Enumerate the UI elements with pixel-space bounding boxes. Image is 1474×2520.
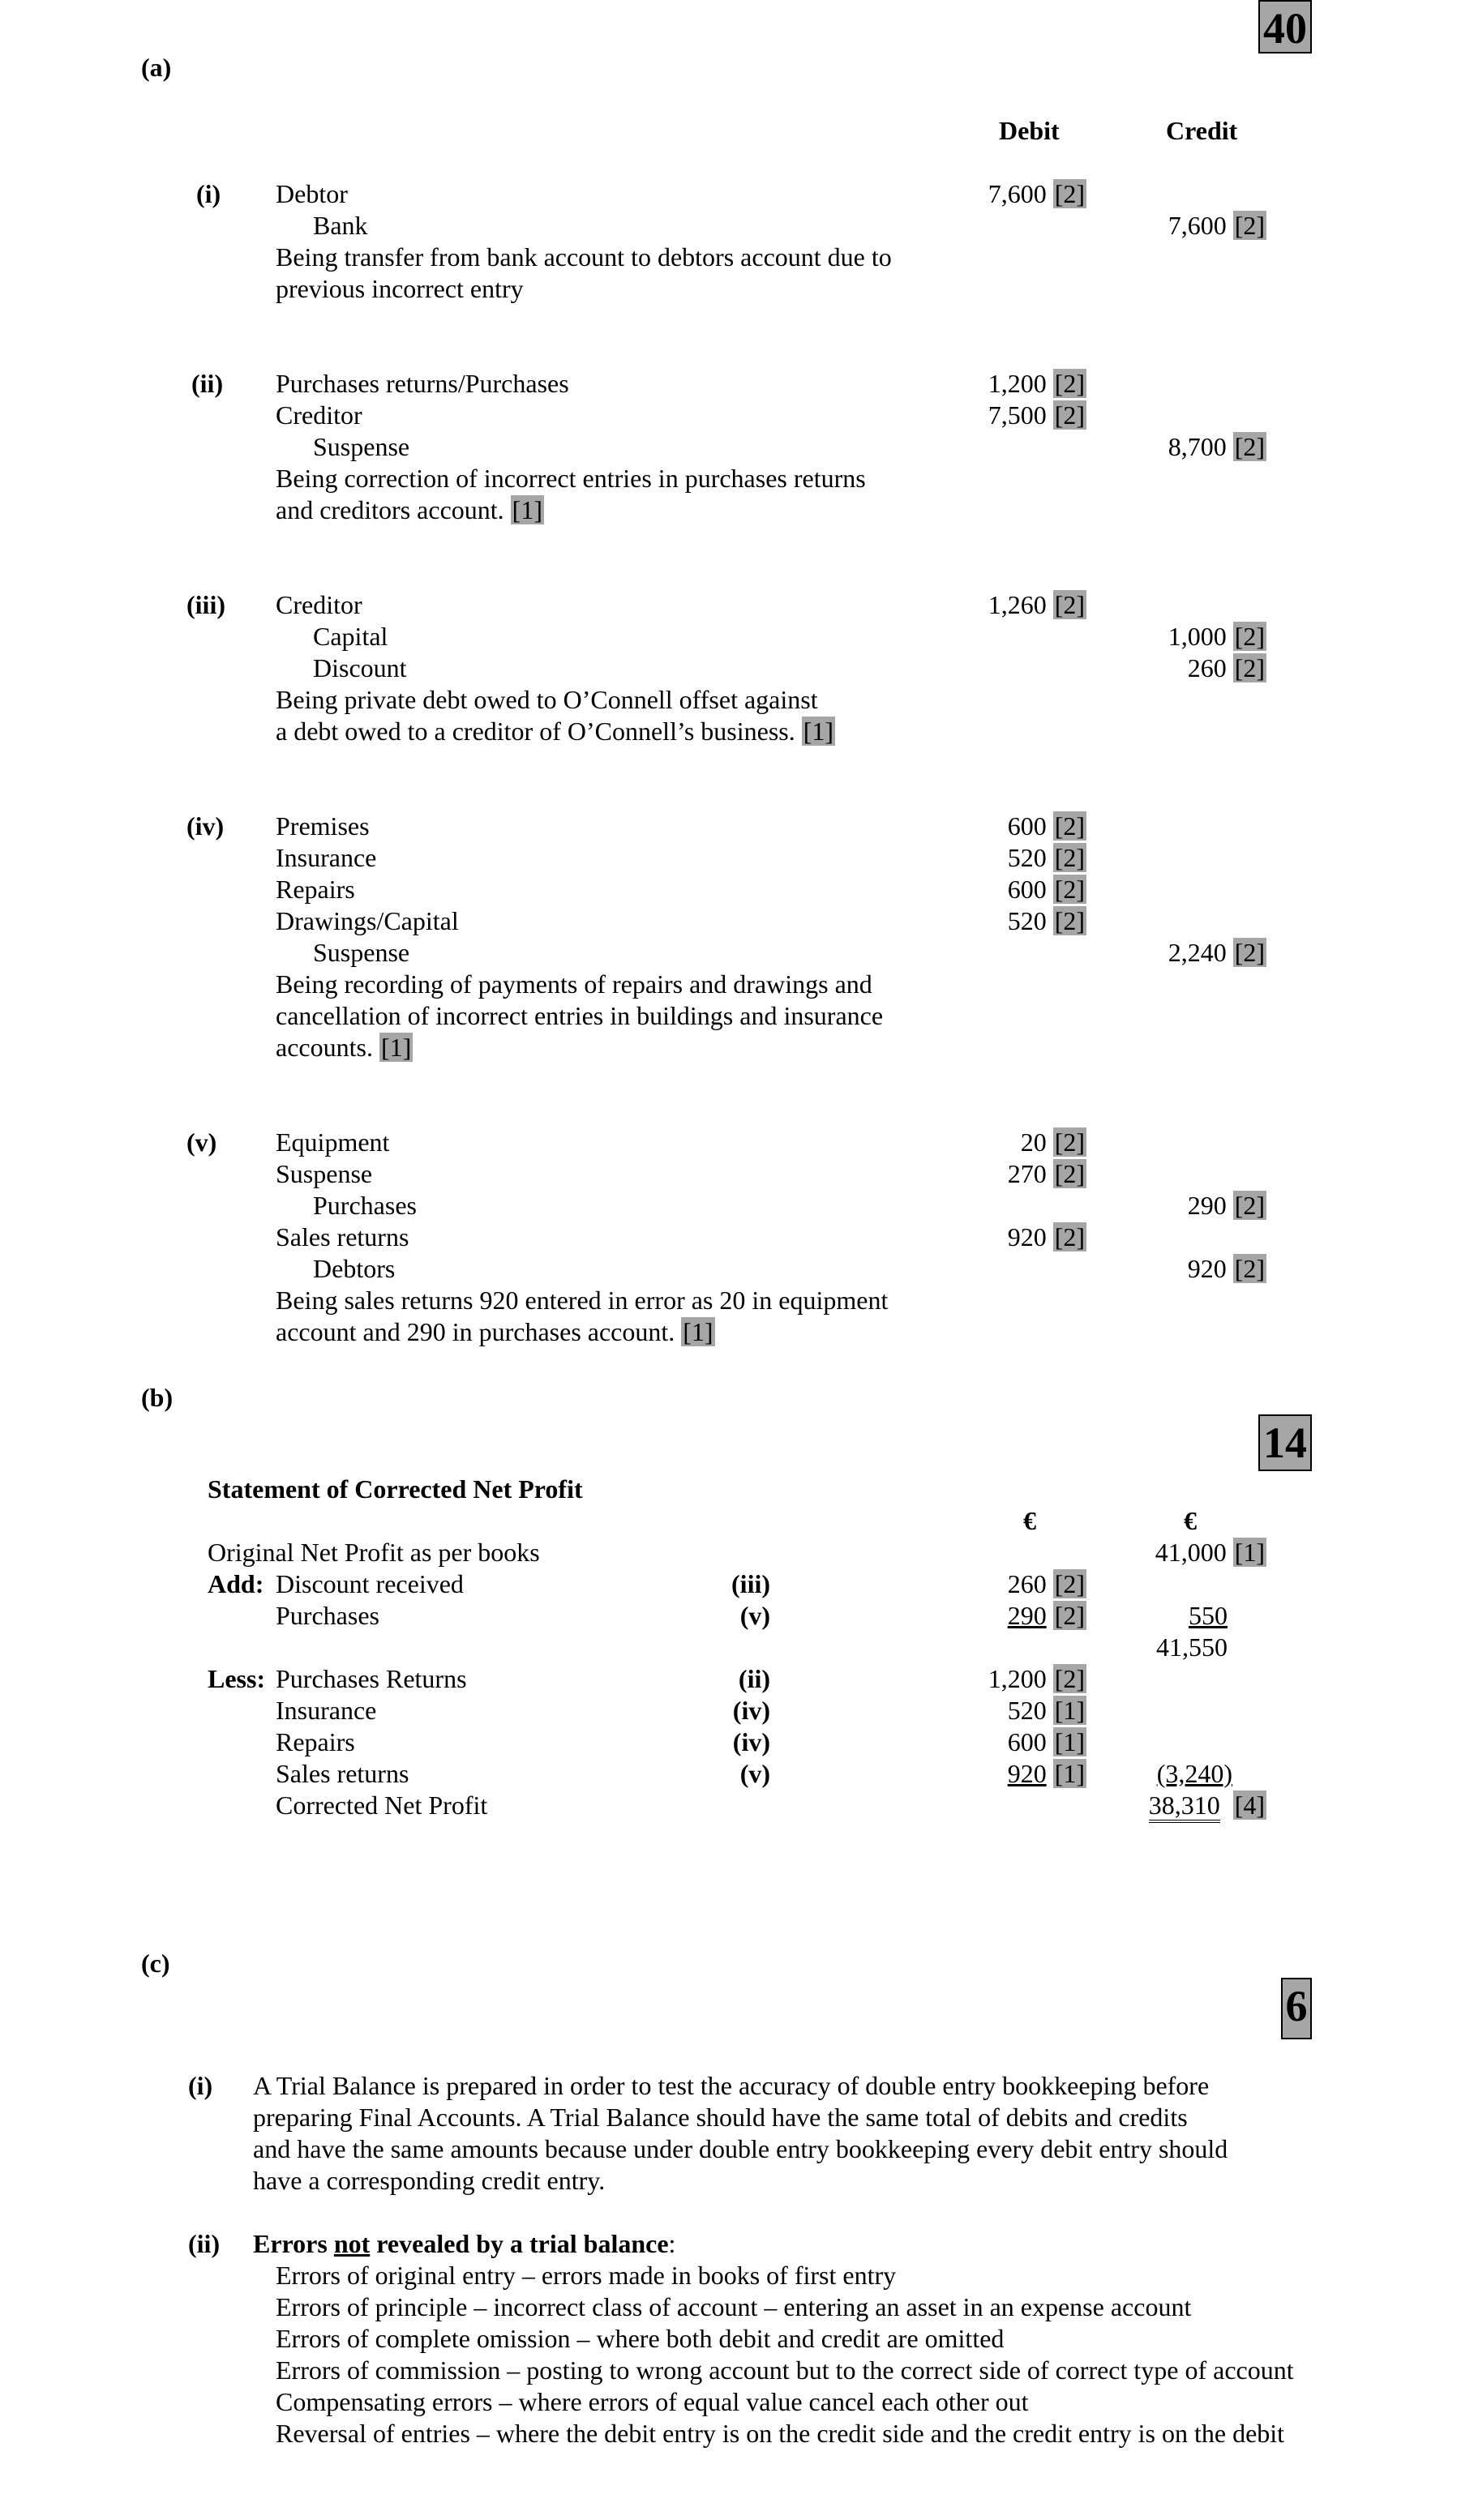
paragraph-line: A Trial Balance is prepared in order to test the accuracy of double entry bookkeeping before — [253, 2071, 1210, 2100]
add-row-ref: (v) — [739, 1601, 770, 1630]
corrected-net-profit-label: Corrected Net Profit — [276, 1791, 488, 1820]
add-label: Add: — [208, 1569, 264, 1598]
original-net-profit-label: Original Net Profit as per books — [208, 1538, 540, 1567]
account-name: Repairs — [276, 875, 355, 904]
less-row-ref: (v) — [739, 1759, 770, 1788]
narration-line: Being transfer from bank account to debtors account due to — [276, 242, 892, 272]
mark-box: [2] — [1054, 369, 1085, 398]
mark-box: [1] — [683, 1317, 713, 1346]
statement-title: Statement of Corrected Net Profit — [208, 1474, 583, 1504]
narration-line: Being recording of payments of repairs and drawings and — [276, 969, 872, 999]
mark-box: [1] — [1054, 1696, 1085, 1725]
debit-amount: 7,600 [2] — [988, 179, 1085, 208]
mark-box: [2] — [1054, 1222, 1085, 1251]
less-row-amount: 1,200 [2] — [988, 1664, 1085, 1693]
mark-box: [2] — [1054, 1664, 1085, 1693]
account-name: Suspense — [313, 432, 410, 461]
account-name: Capital — [313, 622, 388, 651]
credit-amount: 8,700 [2] — [1168, 432, 1265, 461]
section-a-total-mark: 40 — [1258, 0, 1312, 53]
credit-amount: 260 [2] — [1187, 653, 1265, 682]
debit-amount: 520 [2] — [1007, 906, 1085, 935]
mark-box: [2] — [1234, 432, 1265, 461]
less-row-label: Insurance — [276, 1696, 377, 1725]
mark-box: [2] — [1054, 811, 1085, 841]
currency-header-1: € — [1023, 1506, 1036, 1535]
entry-number: (v) — [186, 1127, 217, 1157]
account-name: Creditor — [276, 590, 362, 619]
corrected-net-profit-amount: 38,310 [4] — [1070, 1790, 1266, 1820]
less-row-amount: 600 [1] — [1007, 1727, 1085, 1756]
mark-box: [2] — [1234, 622, 1265, 651]
error-type-line: Errors of original entry – errors made in books of first entry — [276, 2261, 897, 2290]
account-name: Insurance — [276, 843, 377, 872]
section-a-label: (a) — [141, 53, 172, 82]
account-name: Suspense — [313, 938, 410, 967]
section-b-total-mark: 14 — [1258, 1414, 1312, 1471]
error-type-line: Errors of commission – posting to wrong account but to the correct side of correct type of account — [276, 2355, 1294, 2385]
narration-line: accounts. [1] — [276, 1033, 412, 1062]
debit-amount: 7,500 [2] — [988, 400, 1085, 430]
narration-line: and creditors account. [1] — [276, 495, 542, 524]
mark-box: [2] — [1234, 1254, 1265, 1283]
mark-box: [2] — [1054, 1601, 1085, 1630]
debit-amount: 600 [2] — [1007, 811, 1085, 841]
account-name: Suspense — [276, 1159, 373, 1188]
account-name: Debtors — [313, 1254, 396, 1283]
currency-header-2: € — [1184, 1506, 1197, 1535]
entry-number: (iii) — [186, 590, 225, 619]
mark-box: [2] — [1054, 875, 1085, 904]
narration-line: Being sales returns 920 entered in error as 20 in equipment — [276, 1286, 889, 1315]
narration-line: previous incorrect entry — [276, 274, 524, 303]
account-name: Purchases — [313, 1191, 417, 1220]
credit-header: Credit — [1166, 116, 1238, 145]
account-name: Discount — [313, 653, 407, 682]
account-name: Debtor — [276, 179, 348, 208]
debit-amount: 20 [2] — [1020, 1127, 1085, 1157]
part-ii-number: (ii) — [188, 2229, 221, 2258]
less-row-label: Purchases Returns — [276, 1664, 467, 1693]
mark-box: [2] — [1054, 179, 1085, 208]
mark-box: [2] — [1234, 1191, 1265, 1220]
credit-amount: 7,600 [2] — [1168, 211, 1265, 240]
mark-box: [1] — [1234, 1538, 1265, 1567]
mark-box: [1] — [1054, 1727, 1085, 1756]
credit-amount: 920 [2] — [1187, 1254, 1265, 1283]
mark-box: [2] — [1054, 400, 1085, 430]
mark-box: [1] — [380, 1033, 412, 1062]
add-row-amount: 260 [2] — [1007, 1569, 1085, 1598]
error-type-line: Reversal of entries – where the debit entry is on the credit side and the credit entry is on the debit — [276, 2419, 1285, 2448]
narration-line: Being correction of incorrect entries in purchases returns — [276, 464, 866, 493]
less-row-amount: 520 [1] — [1007, 1696, 1085, 1725]
credit-amount: 2,240 [2] — [1168, 938, 1265, 967]
mark-box: [2] — [1054, 1159, 1085, 1188]
account-name: Creditor — [276, 400, 362, 430]
paragraph-line: and have the same amounts because under double entry bookkeeping every debit entry should — [253, 2134, 1228, 2163]
less-total: (3,240) — [1156, 1759, 1232, 1788]
debit-amount: 270 [2] — [1007, 1159, 1085, 1188]
entry-number: (ii) — [191, 369, 224, 398]
mark-box: [2] — [1234, 938, 1265, 967]
error-type-line: Errors of principle – incorrect class of account – entering an asset in an expense account — [276, 2292, 1192, 2321]
mark-box: [2] — [1054, 1569, 1085, 1598]
less-row-label: Repairs — [276, 1727, 355, 1756]
debit-amount: 920 [2] — [1007, 1222, 1085, 1251]
narration-line: a debt owed to a creditor of O’Connell’s business. [1] — [276, 717, 834, 746]
mark-box: [4] — [1234, 1791, 1265, 1820]
add-row-ref: (iii) — [731, 1569, 770, 1598]
paragraph-line: have a corresponding credit entry. — [253, 2166, 606, 2195]
mark-box: [2] — [1234, 211, 1265, 240]
paragraph-line: preparing Final Accounts. A Trial Balance should have the same total of debits and credits — [253, 2103, 1188, 2132]
mark-box: [1] — [512, 495, 542, 524]
error-type-line: Compensating errors – where errors of equal value cancel each other out — [276, 2387, 1029, 2416]
account-name: Bank — [313, 211, 368, 240]
entry-number: (iv) — [186, 811, 225, 841]
section-c-total-mark: 6 — [1281, 1978, 1312, 2039]
credit-amount: 290 [2] — [1187, 1191, 1265, 1220]
narration-line: cancellation of incorrect entries in buildings and insurance — [276, 1001, 884, 1030]
less-row-label: Sales returns — [276, 1759, 409, 1788]
error-type-line: Errors of complete omission – where both debit and credit are omitted — [276, 2324, 1005, 2353]
mark-box: [2] — [1054, 843, 1085, 872]
debit-header: Debit — [999, 116, 1060, 145]
narration-line: account and 290 in purchases account. [1] — [276, 1317, 713, 1346]
account-name: Equipment — [276, 1127, 390, 1157]
less-row-ref: (iv) — [732, 1727, 770, 1756]
section-c-label: (c) — [141, 1949, 170, 1978]
debit-amount: 520 [2] — [1007, 843, 1085, 872]
add-row-amount: 290 [2] — [1007, 1601, 1085, 1630]
mark-box: [2] — [1054, 590, 1085, 619]
mark-box: [2] — [1234, 653, 1265, 682]
add-total: 550 — [1189, 1601, 1228, 1630]
mark-box: [2] — [1054, 1127, 1085, 1157]
less-row-ref: (iv) — [732, 1696, 770, 1725]
section-b-label: (b) — [141, 1383, 174, 1412]
account-name: Sales returns — [276, 1222, 409, 1251]
original-net-profit-amount: 41,000 [1] — [1155, 1538, 1265, 1567]
debit-amount: 600 [2] — [1007, 875, 1085, 904]
add-row-label: Purchases — [276, 1601, 379, 1630]
narration-line: Being private debt owed to O’Connell offset against — [276, 685, 818, 714]
part-i-number: (i) — [188, 2071, 213, 2100]
less-row-ref: (ii) — [738, 1664, 770, 1693]
add-row-label: Discount received — [276, 1569, 464, 1598]
mark-box: [2] — [1054, 906, 1085, 935]
less-row-amount: 920 [1] — [1007, 1759, 1085, 1788]
debit-amount: 1,200 [2] — [988, 369, 1085, 398]
account-name: Drawings/Capital — [276, 906, 459, 935]
debit-amount: 1,260 [2] — [988, 590, 1085, 619]
less-label: Less: — [208, 1664, 266, 1693]
credit-amount: 1,000 [2] — [1168, 622, 1265, 651]
mark-box: [1] — [1054, 1759, 1085, 1788]
account-name: Purchases returns/Purchases — [276, 369, 569, 398]
mark-box: [1] — [803, 717, 834, 746]
subtotal: 41,550 — [1156, 1632, 1228, 1662]
entry-number: (i) — [196, 179, 221, 208]
errors-heading: Errors not revealed by a trial balance: — [253, 2229, 676, 2258]
account-name: Premises — [276, 811, 370, 841]
